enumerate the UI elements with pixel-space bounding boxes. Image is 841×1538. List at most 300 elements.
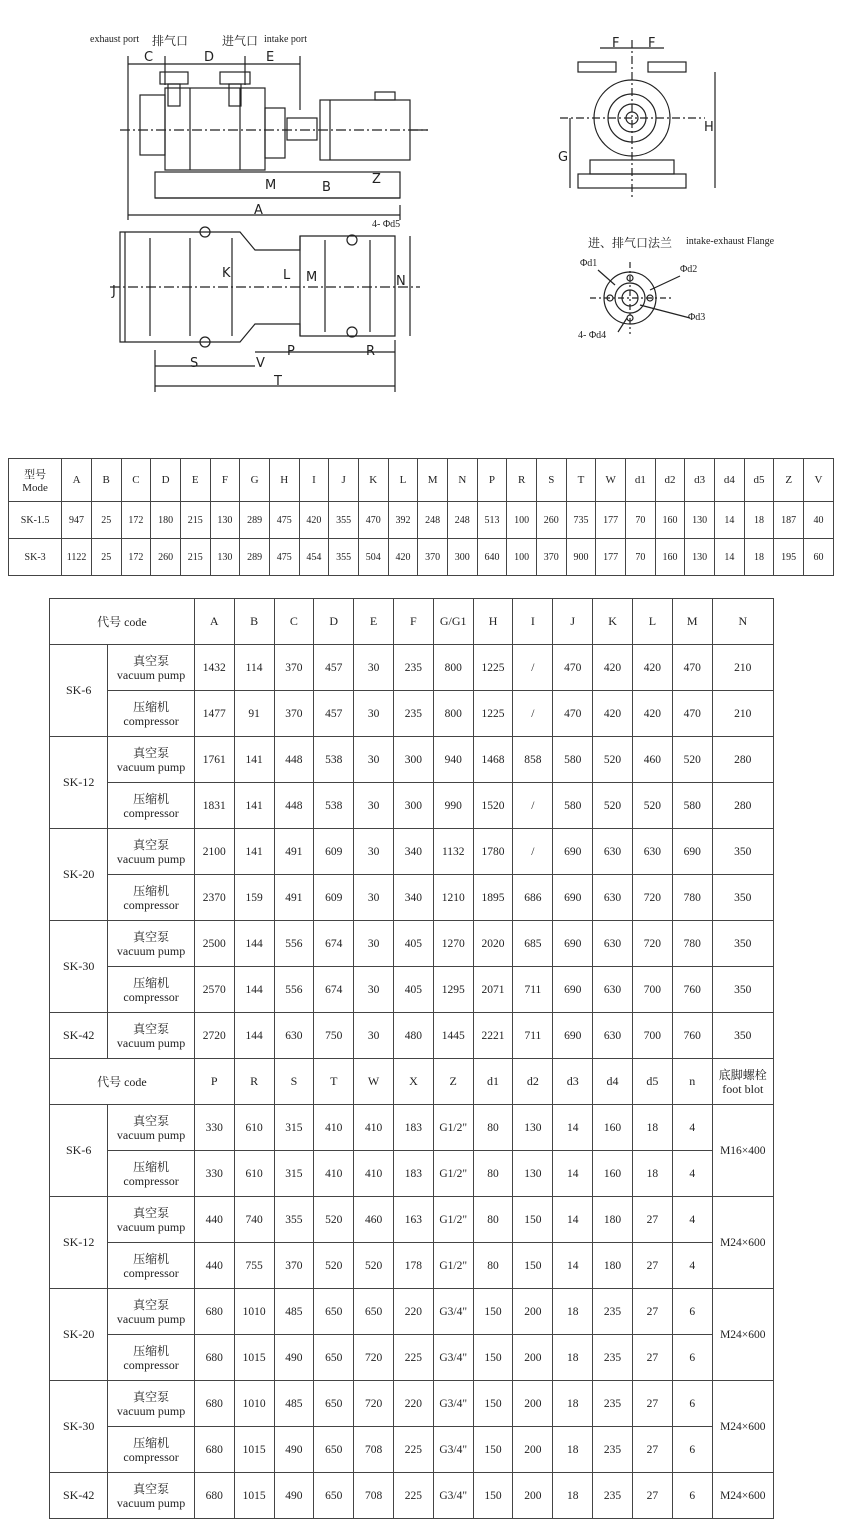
value-cell: 520 [314, 1197, 354, 1243]
value-cell: 392 [388, 502, 418, 539]
value-cell: 177 [596, 539, 626, 576]
value-cell: 370 [418, 539, 448, 576]
vacuum-pump-type-cell: 真空泵 vacuum pump [108, 1381, 195, 1427]
value-cell: 520 [593, 737, 633, 783]
value-cell: 210 [712, 645, 773, 691]
value-cell: 2100 [194, 829, 234, 875]
value-cell: 460 [354, 1197, 394, 1243]
value-cell: 6 [672, 1381, 712, 1427]
value-cell: 708 [354, 1427, 394, 1473]
value-cell: 750 [314, 1013, 354, 1059]
dim-r: R [366, 344, 376, 359]
value-cell: 18 [553, 1335, 593, 1381]
value-cell: 556 [274, 921, 314, 967]
value-cell: 220 [393, 1381, 433, 1427]
value-cell: 172 [121, 502, 151, 539]
value-cell: 690 [553, 921, 593, 967]
value-cell: 780 [672, 875, 712, 921]
table-row [50, 1197, 774, 1243]
table-row [50, 875, 774, 921]
value-cell: 172 [121, 539, 151, 576]
value-cell: 159 [234, 875, 274, 921]
value-cell: 609 [314, 829, 354, 875]
value-cell: 370 [274, 1243, 314, 1289]
value-cell: 178 [393, 1243, 433, 1289]
value-cell: 1010 [234, 1289, 274, 1335]
value-cell: / [513, 783, 553, 829]
value-cell: 690 [553, 1013, 593, 1059]
table-row [50, 737, 774, 783]
value-cell: 580 [553, 783, 593, 829]
value-cell: 470 [672, 645, 712, 691]
value-cell: 200 [513, 1335, 553, 1381]
value-cell: 900 [566, 539, 596, 576]
model-cell: SK-3 [9, 539, 62, 576]
value-cell: 18 [553, 1381, 593, 1427]
value-cell: 30 [354, 829, 394, 875]
value-cell: 410 [354, 1105, 394, 1151]
dim-m-plan: M [306, 270, 318, 285]
value-cell: 18 [553, 1473, 593, 1519]
value-cell: 680 [194, 1381, 234, 1427]
value-cell: 350 [712, 921, 773, 967]
value-cell: 150 [473, 1381, 513, 1427]
value-cell: 130 [685, 539, 715, 576]
value-cell: 690 [553, 829, 593, 875]
column-header: B [91, 459, 121, 502]
dim-c: C [144, 50, 154, 65]
value-cell: 30 [354, 691, 394, 737]
column-header: Z [433, 1059, 473, 1105]
value-cell: 200 [513, 1427, 553, 1473]
value-cell: 4 [672, 1151, 712, 1197]
dim-f-right: F [648, 36, 656, 51]
value-cell: 1780 [473, 829, 513, 875]
value-cell: 40 [804, 502, 834, 539]
value-cell: 25 [91, 502, 121, 539]
value-cell: 4 [672, 1105, 712, 1151]
value-cell: 580 [553, 737, 593, 783]
column-header: n [672, 1059, 712, 1105]
value-cell: 630 [274, 1013, 314, 1059]
value-cell: 858 [513, 737, 553, 783]
value-cell: 180 [151, 502, 181, 539]
value-cell: 350 [712, 1013, 773, 1059]
value-cell: 27 [632, 1243, 672, 1289]
value-cell: G1/2" [433, 1151, 473, 1197]
value-cell: 300 [447, 539, 477, 576]
value-cell: 144 [234, 921, 274, 967]
compressor-type-cell: 压缩机 compressor [108, 783, 195, 829]
vacuum-pump-type-cell: 真空泵 vacuum pump [108, 1013, 195, 1059]
table-row [50, 921, 774, 967]
compressor-type-cell: 压缩机 compressor [108, 1427, 195, 1473]
intake-port-label-cn: 进气口 [222, 34, 259, 48]
value-cell: G3/4" [433, 1381, 473, 1427]
value-cell: 475 [269, 539, 299, 576]
value-cell: 235 [593, 1473, 633, 1519]
foot-bolt-cell: M24×600 [712, 1381, 773, 1473]
column-header: G [240, 459, 270, 502]
value-cell: 650 [314, 1335, 354, 1381]
value-cell: 1761 [194, 737, 234, 783]
value-cell: 1831 [194, 783, 234, 829]
vacuum-pump-type-cell: 真空泵 vacuum pump [108, 1473, 195, 1519]
column-header: D [314, 599, 354, 645]
value-cell: 440 [194, 1197, 234, 1243]
vacuum-pump-type-cell: 真空泵 vacuum pump [108, 1105, 195, 1151]
table-row [50, 1013, 774, 1059]
value-cell: G3/4" [433, 1427, 473, 1473]
table-row [50, 1243, 774, 1289]
column-header: d1 [625, 459, 655, 502]
value-cell: 1132 [433, 829, 473, 875]
column-header: d2 [513, 1059, 553, 1105]
column-header: d5 [632, 1059, 672, 1105]
value-cell: 1015 [234, 1473, 274, 1519]
dim-m: M [265, 178, 277, 193]
value-cell: 420 [593, 691, 633, 737]
column-header: G/G1 [433, 599, 473, 645]
column-header: F [393, 599, 433, 645]
value-cell: 1477 [194, 691, 234, 737]
value-cell: 504 [358, 539, 388, 576]
compressor-type-cell: 压缩机 compressor [108, 1151, 195, 1197]
column-header: T [314, 1059, 354, 1105]
model-cell: SK-1.5 [9, 502, 62, 539]
value-cell: 674 [314, 967, 354, 1013]
value-cell: 27 [632, 1427, 672, 1473]
value-cell: 685 [513, 921, 553, 967]
dim-z: Z [372, 172, 381, 187]
value-cell: 225 [393, 1473, 433, 1519]
value-cell: 18 [632, 1151, 672, 1197]
value-cell: 491 [274, 875, 314, 921]
value-cell: 711 [513, 1013, 553, 1059]
value-cell: 195 [774, 539, 804, 576]
value-cell: 114 [234, 645, 274, 691]
value-cell: 470 [553, 691, 593, 737]
table-row [50, 829, 774, 875]
value-cell: 755 [234, 1243, 274, 1289]
code-header-cell: 代号 code [50, 599, 195, 645]
value-cell: 610 [234, 1151, 274, 1197]
value-cell: 200 [513, 1289, 553, 1335]
value-cell: 520 [354, 1243, 394, 1289]
value-cell: 448 [274, 783, 314, 829]
value-cell: 740 [234, 1197, 274, 1243]
value-cell: 700 [632, 967, 672, 1013]
value-cell: 650 [314, 1427, 354, 1473]
value-cell: 130 [513, 1105, 553, 1151]
value-cell: 30 [354, 783, 394, 829]
value-cell: 280 [712, 737, 773, 783]
dim-l: L [283, 268, 291, 283]
foot-bolt-cell: M24×600 [712, 1197, 773, 1289]
flange-d2-label: Φd2 [680, 264, 698, 275]
table-row [50, 967, 774, 1013]
value-cell: 370 [536, 539, 566, 576]
value-cell: 100 [507, 539, 537, 576]
value-cell: 1010 [234, 1381, 274, 1427]
dim-b: B [322, 180, 331, 195]
small-model-dimension-table [8, 458, 834, 576]
value-cell: 6 [672, 1427, 712, 1473]
flange-title-cn: 进、排气口法兰 [588, 236, 673, 250]
value-cell: 2071 [473, 967, 513, 1013]
dim-d: D [204, 50, 215, 65]
vacuum-pump-type-cell: 真空泵 vacuum pump [108, 1289, 195, 1335]
value-cell: 708 [354, 1473, 394, 1519]
value-cell: 1445 [433, 1013, 473, 1059]
value-cell: 800 [433, 691, 473, 737]
value-cell: 235 [593, 1289, 633, 1335]
value-cell: 150 [473, 1473, 513, 1519]
value-cell: 630 [593, 829, 633, 875]
dim-h: H [704, 120, 714, 135]
value-cell: 248 [447, 502, 477, 539]
value-cell: 235 [593, 1381, 633, 1427]
column-header: F [210, 459, 240, 502]
value-cell: 520 [672, 737, 712, 783]
column-header: J [553, 599, 593, 645]
value-cell: 289 [240, 502, 270, 539]
table-header-row [9, 459, 834, 502]
value-cell: 4 [672, 1243, 712, 1289]
value-cell: 183 [393, 1105, 433, 1151]
table-row [50, 1427, 774, 1473]
value-cell: 330 [194, 1151, 234, 1197]
value-cell: 760 [672, 967, 712, 1013]
value-cell: 315 [274, 1151, 314, 1197]
table-row [50, 1151, 774, 1197]
model-cell: SK-42 [50, 1473, 108, 1519]
value-cell: 177 [596, 502, 626, 539]
value-cell: / [513, 829, 553, 875]
value-cell: 454 [299, 539, 329, 576]
value-cell: 130 [685, 502, 715, 539]
value-cell: 289 [240, 539, 270, 576]
dim-n: N [396, 274, 406, 289]
table-header-row [50, 599, 774, 645]
column-header: D [151, 459, 181, 502]
column-header: d5 [744, 459, 774, 502]
model-cell: SK-30 [50, 921, 108, 1013]
technical-drawing [0, 0, 841, 430]
foot-bolt-cell: M24×600 [712, 1289, 773, 1381]
value-cell: 350 [712, 829, 773, 875]
table-header-row [50, 1059, 774, 1105]
model-cell: SK-30 [50, 1381, 108, 1473]
value-cell: 470 [672, 691, 712, 737]
value-cell: 225 [393, 1427, 433, 1473]
column-header: W [354, 1059, 394, 1105]
value-cell: 30 [354, 1013, 394, 1059]
value-cell: 940 [433, 737, 473, 783]
foot-bolt-header: 底脚螺栓 foot blot [712, 1059, 773, 1105]
table-row [50, 1289, 774, 1335]
value-cell: 580 [672, 783, 712, 829]
value-cell: 355 [329, 502, 359, 539]
value-cell: 610 [234, 1105, 274, 1151]
value-cell: 1432 [194, 645, 234, 691]
value-cell: 163 [393, 1197, 433, 1243]
value-cell: 720 [354, 1335, 394, 1381]
value-cell: 686 [513, 875, 553, 921]
vacuum-pump-type-cell: 真空泵 vacuum pump [108, 645, 195, 691]
column-header: A [62, 459, 92, 502]
value-cell: 27 [632, 1289, 672, 1335]
value-cell: 4 [672, 1197, 712, 1243]
table-row [9, 502, 834, 539]
value-cell: 1122 [62, 539, 92, 576]
vacuum-pump-type-cell: 真空泵 vacuum pump [108, 1197, 195, 1243]
value-cell: G1/2" [433, 1243, 473, 1289]
value-cell: 14 [553, 1151, 593, 1197]
column-header: d4 [715, 459, 745, 502]
code-header-cell: 代号 code [50, 1059, 195, 1105]
value-cell: 556 [274, 967, 314, 1013]
value-cell: 315 [274, 1105, 314, 1151]
value-cell: 100 [507, 502, 537, 539]
value-cell: 350 [712, 875, 773, 921]
value-cell: 200 [513, 1381, 553, 1427]
flange-d4-label: 4- Φd4 [578, 330, 607, 341]
value-cell: 420 [632, 691, 672, 737]
dim-a: A [254, 203, 263, 218]
value-cell: 340 [393, 829, 433, 875]
dim-j: J [112, 284, 116, 299]
vacuum-pump-type-cell: 真空泵 vacuum pump [108, 737, 195, 783]
value-cell: 448 [274, 737, 314, 783]
column-header: R [507, 459, 537, 502]
value-cell: 180 [593, 1243, 633, 1289]
value-cell: 470 [553, 645, 593, 691]
value-cell: 280 [712, 783, 773, 829]
column-header: H [269, 459, 299, 502]
value-cell: 520 [632, 783, 672, 829]
flange-d1-label: Φd1 [580, 258, 598, 269]
value-cell: 18 [553, 1427, 593, 1473]
column-header: S [274, 1059, 314, 1105]
table-row [50, 1105, 774, 1151]
value-cell: 200 [513, 1473, 553, 1519]
value-cell: 420 [388, 539, 418, 576]
value-cell: 150 [473, 1289, 513, 1335]
model-header-cell: 型号 Mode [9, 459, 62, 502]
value-cell: 18 [744, 502, 774, 539]
value-cell: 2370 [194, 875, 234, 921]
value-cell: 235 [593, 1427, 633, 1473]
value-cell: 14 [715, 502, 745, 539]
value-cell: 538 [314, 737, 354, 783]
value-cell: 370 [274, 691, 314, 737]
value-cell: 609 [314, 875, 354, 921]
value-cell: 680 [194, 1473, 234, 1519]
value-cell: 18 [632, 1105, 672, 1151]
value-cell: 538 [314, 783, 354, 829]
value-cell: 490 [274, 1335, 314, 1381]
value-cell: 70 [625, 539, 655, 576]
column-header: S [536, 459, 566, 502]
value-cell: 1015 [234, 1427, 274, 1473]
value-cell: 440 [194, 1243, 234, 1289]
value-cell: G1/2" [433, 1105, 473, 1151]
value-cell: 70 [625, 502, 655, 539]
value-cell: 300 [393, 783, 433, 829]
value-cell: 630 [593, 875, 633, 921]
value-cell: 130 [513, 1151, 553, 1197]
value-cell: 144 [234, 1013, 274, 1059]
column-header: P [477, 459, 507, 502]
exhaust-port-label-en: exhaust port [90, 34, 140, 45]
value-cell: 6 [672, 1335, 712, 1381]
flange-title-en: intake-exhaust Flange [686, 236, 775, 247]
exhaust-port-label-cn: 排气口 [152, 34, 189, 48]
column-header: C [274, 599, 314, 645]
value-cell: 485 [274, 1289, 314, 1335]
column-header: T [566, 459, 596, 502]
value-cell: G1/2" [433, 1197, 473, 1243]
value-cell: 183 [393, 1151, 433, 1197]
value-cell: 220 [393, 1289, 433, 1335]
column-header: K [593, 599, 633, 645]
value-cell: 300 [393, 737, 433, 783]
column-header: L [632, 599, 672, 645]
column-header: K [358, 459, 388, 502]
dim-t: T [274, 374, 282, 389]
value-cell: 330 [194, 1105, 234, 1151]
column-header: M [672, 599, 712, 645]
value-cell: 700 [632, 1013, 672, 1059]
column-header: d3 [685, 459, 715, 502]
value-cell: 141 [234, 829, 274, 875]
value-cell: 141 [234, 783, 274, 829]
value-cell: 60 [804, 539, 834, 576]
value-cell: 14 [715, 539, 745, 576]
value-cell: 225 [393, 1335, 433, 1381]
value-cell: 18 [553, 1289, 593, 1335]
value-cell: 141 [234, 737, 274, 783]
value-cell: 650 [314, 1473, 354, 1519]
value-cell: 27 [632, 1381, 672, 1427]
model-cell: SK-20 [50, 1289, 108, 1381]
value-cell: 30 [354, 737, 394, 783]
column-header: C [121, 459, 151, 502]
value-cell: 680 [194, 1335, 234, 1381]
value-cell: 160 [593, 1105, 633, 1151]
value-cell: 260 [151, 539, 181, 576]
value-cell: 2221 [473, 1013, 513, 1059]
value-cell: 30 [354, 967, 394, 1013]
column-header: I [513, 599, 553, 645]
value-cell: 210 [712, 691, 773, 737]
value-cell: 248 [418, 502, 448, 539]
value-cell: G3/4" [433, 1289, 473, 1335]
dim-k: K [222, 266, 231, 281]
large-model-dimension-table [49, 598, 774, 1519]
value-cell: 420 [632, 645, 672, 691]
compressor-type-cell: 压缩机 compressor [108, 875, 195, 921]
value-cell: 30 [354, 875, 394, 921]
value-cell: 990 [433, 783, 473, 829]
dim-f-left: F [612, 36, 620, 51]
value-cell: 947 [62, 502, 92, 539]
value-cell: 160 [655, 502, 685, 539]
value-cell: 2570 [194, 967, 234, 1013]
column-header: d3 [553, 1059, 593, 1105]
column-header: H [473, 599, 513, 645]
